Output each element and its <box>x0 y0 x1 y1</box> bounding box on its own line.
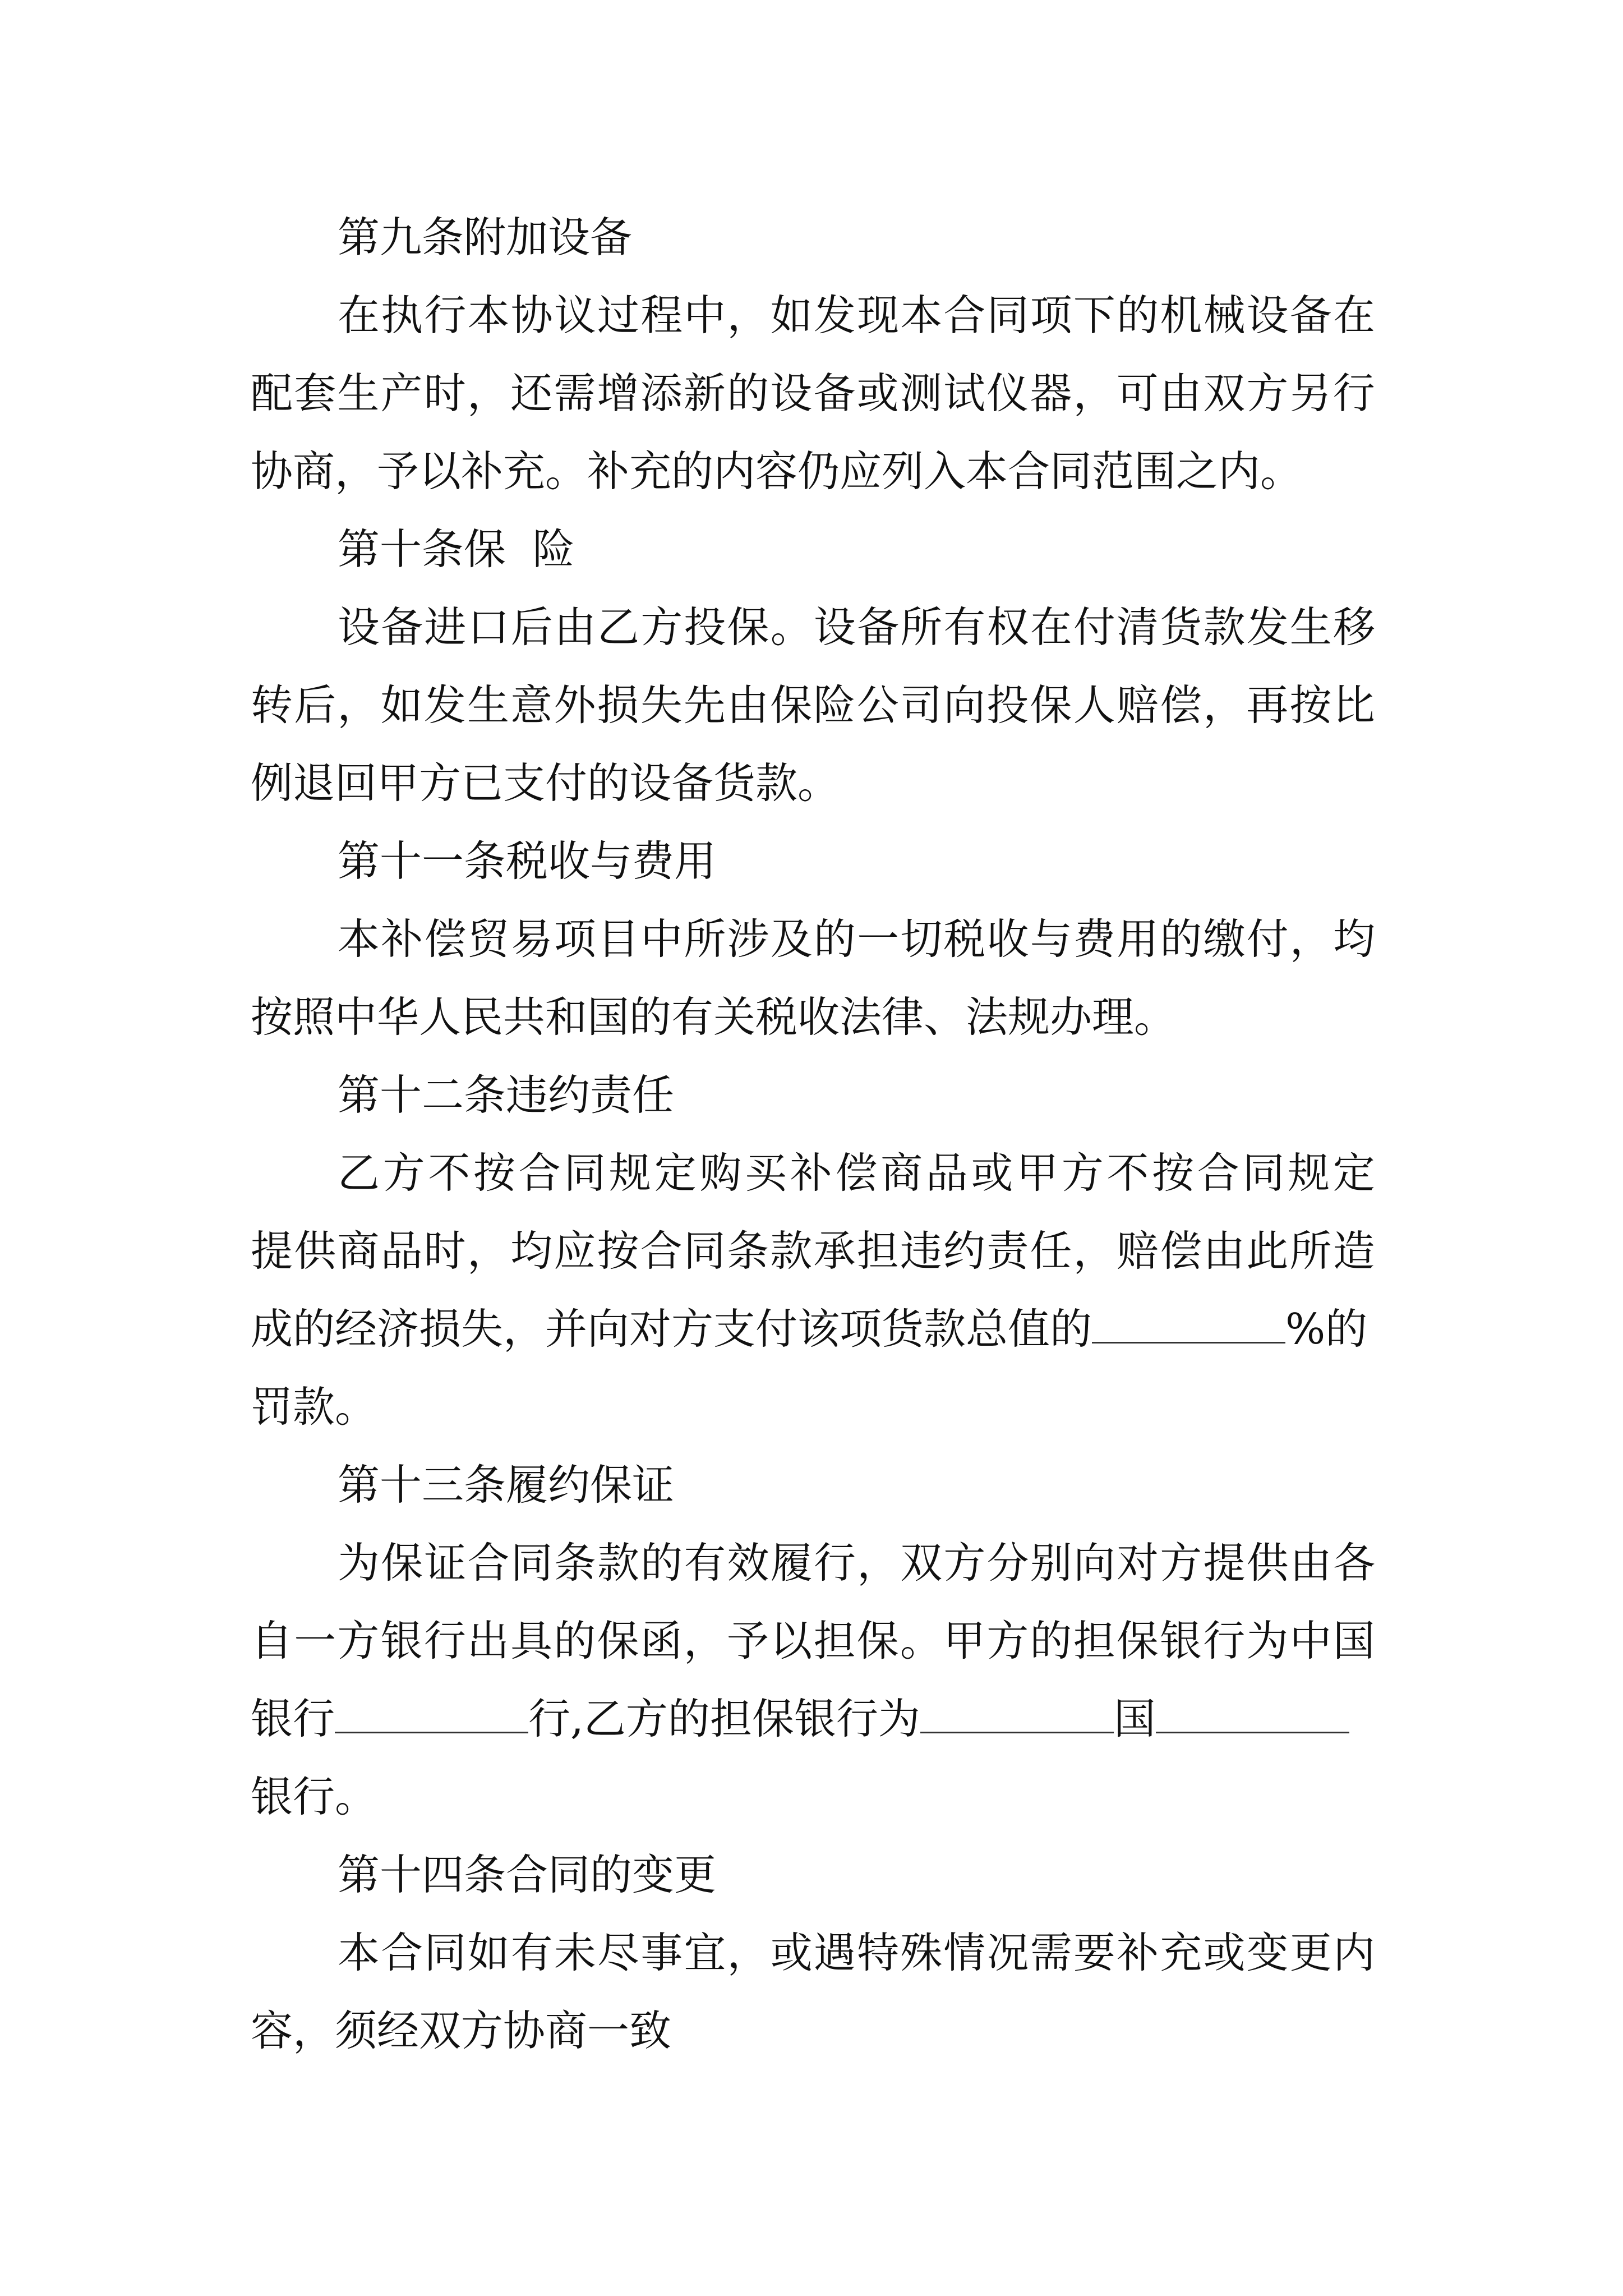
character: 在 <box>338 291 380 340</box>
character: 切 <box>900 914 943 964</box>
character: 为 <box>1246 1616 1289 1665</box>
character: 损 <box>597 680 639 730</box>
character: 保 <box>597 1616 639 1665</box>
character: 别 <box>1030 1538 1072 1588</box>
character: 方 <box>986 1616 1029 1665</box>
paragraph-line <box>338 1922 1375 1984</box>
character: 行 <box>813 1538 856 1588</box>
character: 过 <box>597 291 640 340</box>
character: 自 <box>251 1616 293 1665</box>
character: 的 <box>554 1616 596 1665</box>
character: 一 <box>294 1616 336 1665</box>
character: 司 <box>900 680 942 730</box>
character: 补 <box>381 914 423 964</box>
character: 行 <box>424 291 467 340</box>
character: 如 <box>380 680 423 730</box>
paragraph-line <box>338 596 1375 658</box>
character: 涉 <box>727 914 769 964</box>
character: 所 <box>684 914 726 964</box>
character: 双 <box>900 1538 943 1588</box>
character: 函 <box>640 1616 683 1665</box>
section-heading: 第十三条履约保证 <box>338 1460 675 1510</box>
character: 还 <box>510 369 553 418</box>
paragraph-line <box>338 908 1375 970</box>
character: 规 <box>609 1148 652 1198</box>
character: 方 <box>1160 1538 1202 1588</box>
character: 口 <box>467 602 510 652</box>
character: 按 <box>1289 680 1332 730</box>
character: 另 <box>1289 369 1332 418</box>
character: 更 <box>1289 1928 1332 1977</box>
character: 设 <box>770 369 813 418</box>
paragraph-line: 银行。 <box>251 1772 377 1821</box>
character: 条 <box>727 1226 769 1276</box>
character: 意 <box>510 680 553 730</box>
character: 再 <box>1246 680 1289 730</box>
character: 特 <box>857 1928 900 1977</box>
character: 合 <box>1197 1148 1239 1198</box>
character: 需 <box>1030 1928 1072 1977</box>
character: 提 <box>251 1226 293 1276</box>
character: 。 <box>900 1616 942 1665</box>
character: 对 <box>1117 1538 1159 1588</box>
character: 向 <box>943 680 986 730</box>
character: 偿 <box>424 914 467 964</box>
character: ， <box>683 1616 726 1665</box>
character: 的 <box>1030 1616 1072 1665</box>
character: 的 <box>1160 914 1202 964</box>
character: 投 <box>986 680 1029 730</box>
character: 同 <box>683 1226 726 1276</box>
character: 合 <box>467 1538 510 1588</box>
section-heading: 第十一条税收与费用 <box>338 836 717 886</box>
character: 乙 <box>338 1148 380 1198</box>
character: 本 <box>338 914 380 964</box>
character: 同 <box>424 1928 467 1977</box>
character: 具 <box>510 1616 553 1665</box>
character: 备 <box>857 602 900 652</box>
character: 由 <box>1203 1226 1246 1276</box>
character: 以 <box>770 1616 813 1665</box>
character: 补 <box>790 1148 832 1198</box>
character: 如 <box>770 291 813 340</box>
paragraph-line: 容，须经双方协商一致 <box>251 2006 672 2055</box>
character: 时 <box>423 1226 466 1276</box>
character: 未 <box>554 1928 596 1977</box>
character: 定 <box>654 1148 697 1198</box>
character: 内 <box>1332 1928 1375 1977</box>
character: 及 <box>770 914 813 964</box>
paragraph-line <box>251 1298 1367 1360</box>
character: 承 <box>813 1226 856 1276</box>
fill-in-blank[interactable] <box>920 1698 1114 1733</box>
character: 由 <box>1289 1538 1332 1588</box>
character: 生 <box>1289 602 1332 652</box>
character: 甲 <box>943 1616 986 1665</box>
character: 保 <box>1116 1616 1159 1665</box>
character: 可 <box>1116 369 1159 418</box>
character: 器 <box>1030 369 1072 418</box>
character: 转 <box>251 680 293 730</box>
character: 同 <box>1242 1148 1285 1198</box>
character: 收 <box>986 914 1029 964</box>
character: ， <box>1073 369 1115 418</box>
paragraph-line: 罚款。 <box>251 1382 377 1432</box>
character: 付 <box>1246 914 1289 964</box>
section-heading: 第十二条违约责任 <box>338 1070 675 1120</box>
character: 保 <box>381 1538 423 1588</box>
character: 供 <box>294 1226 336 1276</box>
character: 发 <box>1246 602 1289 652</box>
paragraph-line: 协商，予以补充。补充的内容仍应列入本合同范围之内。 <box>251 447 1303 496</box>
character: 任 <box>1030 1226 1072 1276</box>
character: 规 <box>1288 1148 1330 1198</box>
character: 行 <box>423 1616 466 1665</box>
character: 要 <box>1073 1928 1115 1977</box>
character: 方 <box>1246 369 1289 418</box>
character: 补 <box>1117 1928 1159 1977</box>
character: 时 <box>423 369 466 418</box>
fill-in-blank[interactable] <box>1156 1698 1349 1733</box>
character: 发 <box>423 680 466 730</box>
character: 保 <box>856 1616 899 1665</box>
character: 试 <box>943 369 986 418</box>
character: 设 <box>813 602 856 652</box>
character: 设 <box>338 602 380 652</box>
character: 本 <box>900 291 943 340</box>
character: 品 <box>380 1226 423 1276</box>
character: 备 <box>813 369 856 418</box>
character: 赔 <box>1116 1226 1159 1276</box>
character: ， <box>727 1928 769 1977</box>
character: 清 <box>1117 602 1159 652</box>
character: 的 <box>813 914 856 964</box>
character: 议 <box>554 291 596 340</box>
character: 合 <box>943 291 986 340</box>
character: 。 <box>770 602 813 652</box>
character: 条 <box>554 1538 596 1588</box>
character: 现 <box>857 291 900 340</box>
character: 各 <box>1332 1538 1375 1588</box>
character: ， <box>857 1538 900 1588</box>
character: 费 <box>1073 914 1115 964</box>
character: 所 <box>1289 1226 1332 1276</box>
character: 同 <box>510 1538 553 1588</box>
character: 方 <box>943 1538 986 1588</box>
character: 有 <box>943 602 986 652</box>
character: 充 <box>1160 1928 1202 1977</box>
character: 测 <box>900 369 942 418</box>
character: 生 <box>337 369 380 418</box>
character: 违 <box>900 1226 942 1276</box>
character: 约 <box>943 1226 986 1276</box>
character: 后 <box>294 680 336 730</box>
character: 后 <box>510 602 553 652</box>
character: 比 <box>1332 680 1375 730</box>
paragraph-line <box>251 362 1375 424</box>
character: 投 <box>684 602 726 652</box>
character: 如 <box>467 1928 510 1977</box>
section-heading: 第十四条合同的变更 <box>338 1850 717 1899</box>
character: 公 <box>856 680 899 730</box>
character: 买 <box>745 1148 787 1198</box>
character: 械 <box>1203 291 1246 340</box>
character: 目 <box>597 914 640 964</box>
character: 或 <box>971 1148 1013 1198</box>
paragraph-line <box>338 1532 1375 1594</box>
character: 银 <box>380 1616 423 1665</box>
character: 由 <box>727 680 769 730</box>
character: 况 <box>986 1928 1029 1977</box>
character: 项 <box>1030 291 1072 340</box>
paragraph-text: 成的经济损失，并向对方支付该项货款总值的 <box>251 1304 1092 1354</box>
character: 失 <box>640 680 683 730</box>
character: 行 <box>1332 369 1375 418</box>
character: 合 <box>518 1148 561 1198</box>
character: 商 <box>337 1226 380 1276</box>
character: 情 <box>943 1928 986 1977</box>
character: 的 <box>640 1538 683 1588</box>
paragraph-line <box>251 1610 1375 1672</box>
character: 执 <box>381 291 423 340</box>
character: 本 <box>467 291 510 340</box>
paragraph-line <box>251 1688 1349 1750</box>
character: 按 <box>473 1148 516 1198</box>
fill-in-blank[interactable] <box>335 1698 528 1733</box>
character: ， <box>727 291 769 340</box>
character: 出 <box>467 1616 509 1665</box>
character: 此 <box>1246 1226 1289 1276</box>
character: 与 <box>1030 914 1072 964</box>
character: 的 <box>727 369 769 418</box>
character: 备 <box>1289 291 1332 340</box>
paragraph-line <box>251 1220 1375 1282</box>
character: 供 <box>1246 1538 1289 1588</box>
character: 税 <box>943 914 986 964</box>
character: 同 <box>986 291 1029 340</box>
character: 款 <box>597 1538 640 1588</box>
character: 甲 <box>1016 1148 1059 1198</box>
character: 赔 <box>1116 680 1159 730</box>
character: 程 <box>640 291 683 340</box>
character: 不 <box>428 1148 471 1198</box>
character: 有 <box>510 1928 553 1977</box>
character: 添 <box>640 369 683 418</box>
paragraph-line <box>338 284 1375 346</box>
character: 购 <box>699 1148 742 1198</box>
character: 尽 <box>597 1928 640 1977</box>
character: 为 <box>338 1538 380 1588</box>
character: 乙 <box>597 602 640 652</box>
character: 贸 <box>467 914 510 964</box>
character: 殊 <box>900 1928 943 1977</box>
paragraph-text: 国 <box>1113 1694 1156 1743</box>
character: 或 <box>770 1928 813 1977</box>
character: ， <box>1073 1226 1115 1276</box>
character: 定 <box>1332 1148 1375 1198</box>
character: 保 <box>1030 680 1072 730</box>
character: 备 <box>381 602 423 652</box>
character: 发 <box>813 291 856 340</box>
character: 偿 <box>1159 680 1202 730</box>
character: 不 <box>1106 1148 1149 1198</box>
character: 人 <box>1073 680 1115 730</box>
character: 提 <box>1203 1538 1246 1588</box>
character: 均 <box>510 1226 553 1276</box>
character: 方 <box>337 1616 380 1665</box>
character: 下 <box>1073 291 1115 340</box>
character: 予 <box>727 1616 769 1665</box>
character: 配 <box>251 369 293 418</box>
paragraph-line <box>338 1142 1375 1204</box>
character: ， <box>337 680 380 730</box>
character: 机 <box>1160 291 1202 340</box>
character: 项 <box>554 914 596 964</box>
character: 国 <box>1332 1616 1375 1665</box>
character: 保 <box>727 602 769 652</box>
character: 套 <box>294 369 336 418</box>
character: 设 <box>1246 291 1289 340</box>
character: 担 <box>1073 1616 1115 1665</box>
character: 中 <box>1289 1616 1332 1665</box>
character: 新 <box>683 369 726 418</box>
paragraph-line: 例退回甲方已支付的设备货款。 <box>251 758 840 808</box>
character: 担 <box>856 1226 899 1276</box>
character: 合 <box>640 1226 683 1276</box>
character: 商 <box>880 1148 923 1198</box>
character: 付 <box>1073 602 1115 652</box>
character: 款 <box>1203 602 1246 652</box>
character: 偿 <box>835 1148 878 1198</box>
character: 中 <box>684 291 726 340</box>
character: 分 <box>986 1538 1029 1588</box>
character: 造 <box>1332 1226 1375 1276</box>
character: 先 <box>683 680 726 730</box>
character: 一 <box>857 914 900 964</box>
character: 担 <box>813 1616 856 1665</box>
character: 仪 <box>986 369 1029 418</box>
character: 增 <box>597 369 639 418</box>
character: 变 <box>1246 1928 1289 1977</box>
character: 按 <box>1152 1148 1195 1198</box>
character: 在 <box>1030 602 1072 652</box>
character: 缴 <box>1203 914 1246 964</box>
character: 中 <box>640 914 683 964</box>
character: 同 <box>564 1148 606 1198</box>
character: 的 <box>1117 291 1159 340</box>
character: ， <box>1203 680 1246 730</box>
character: 保 <box>770 680 813 730</box>
paragraph-text: 银行 <box>251 1694 335 1743</box>
character: 合 <box>381 1928 423 1977</box>
character: 货 <box>1160 602 1202 652</box>
character: 银 <box>1159 1616 1202 1665</box>
character: 均 <box>1332 914 1375 964</box>
character: 款 <box>770 1226 813 1276</box>
character: 履 <box>770 1538 813 1588</box>
character: 或 <box>1203 1928 1246 1977</box>
character: 品 <box>925 1148 968 1198</box>
character: 应 <box>554 1226 596 1276</box>
character: 效 <box>727 1538 769 1588</box>
character: 移 <box>1332 602 1375 652</box>
paragraph-line <box>251 674 1375 736</box>
character: 向 <box>1073 1538 1115 1588</box>
character: 遇 <box>813 1928 856 1977</box>
paragraph-line: 按照中华人民共和国的有关税收法律、法规办理。 <box>251 992 1177 1042</box>
character: 按 <box>597 1226 639 1276</box>
character: 外 <box>554 680 596 730</box>
character: 由 <box>554 602 596 652</box>
character: 需 <box>554 369 596 418</box>
fill-in-blank[interactable] <box>1092 1308 1285 1343</box>
character: ， <box>467 1226 509 1276</box>
character: 在 <box>1332 291 1375 340</box>
section-heading: 第十条保 险 <box>338 524 575 574</box>
character: 用 <box>1117 914 1159 964</box>
character: 生 <box>467 680 509 730</box>
character: 本 <box>338 1928 380 1977</box>
character: 险 <box>813 680 856 730</box>
character: 进 <box>424 602 467 652</box>
character: ， <box>467 369 509 418</box>
character: 证 <box>424 1538 467 1588</box>
character: 权 <box>986 602 1029 652</box>
character: 协 <box>510 291 553 340</box>
character: 宜 <box>684 1928 726 1977</box>
character: 方 <box>1061 1148 1104 1198</box>
character: 有 <box>684 1538 726 1588</box>
character: 行 <box>1203 1616 1246 1665</box>
character: 偿 <box>1159 1226 1202 1276</box>
character: 或 <box>856 369 899 418</box>
paragraph-text: 行,乙方的担保银行为 <box>528 1694 920 1743</box>
section-heading: 第九条附加设备 <box>338 213 633 262</box>
character: 责 <box>986 1226 1029 1276</box>
character: 双 <box>1203 369 1246 418</box>
character: 方 <box>640 602 683 652</box>
character: 产 <box>380 369 423 418</box>
character: 事 <box>640 1928 683 1977</box>
character: 由 <box>1159 369 1202 418</box>
character: 所 <box>900 602 943 652</box>
character: 方 <box>382 1148 425 1198</box>
character: ， <box>1289 914 1332 964</box>
paragraph-text: %的 <box>1285 1304 1368 1354</box>
character: 易 <box>510 914 553 964</box>
